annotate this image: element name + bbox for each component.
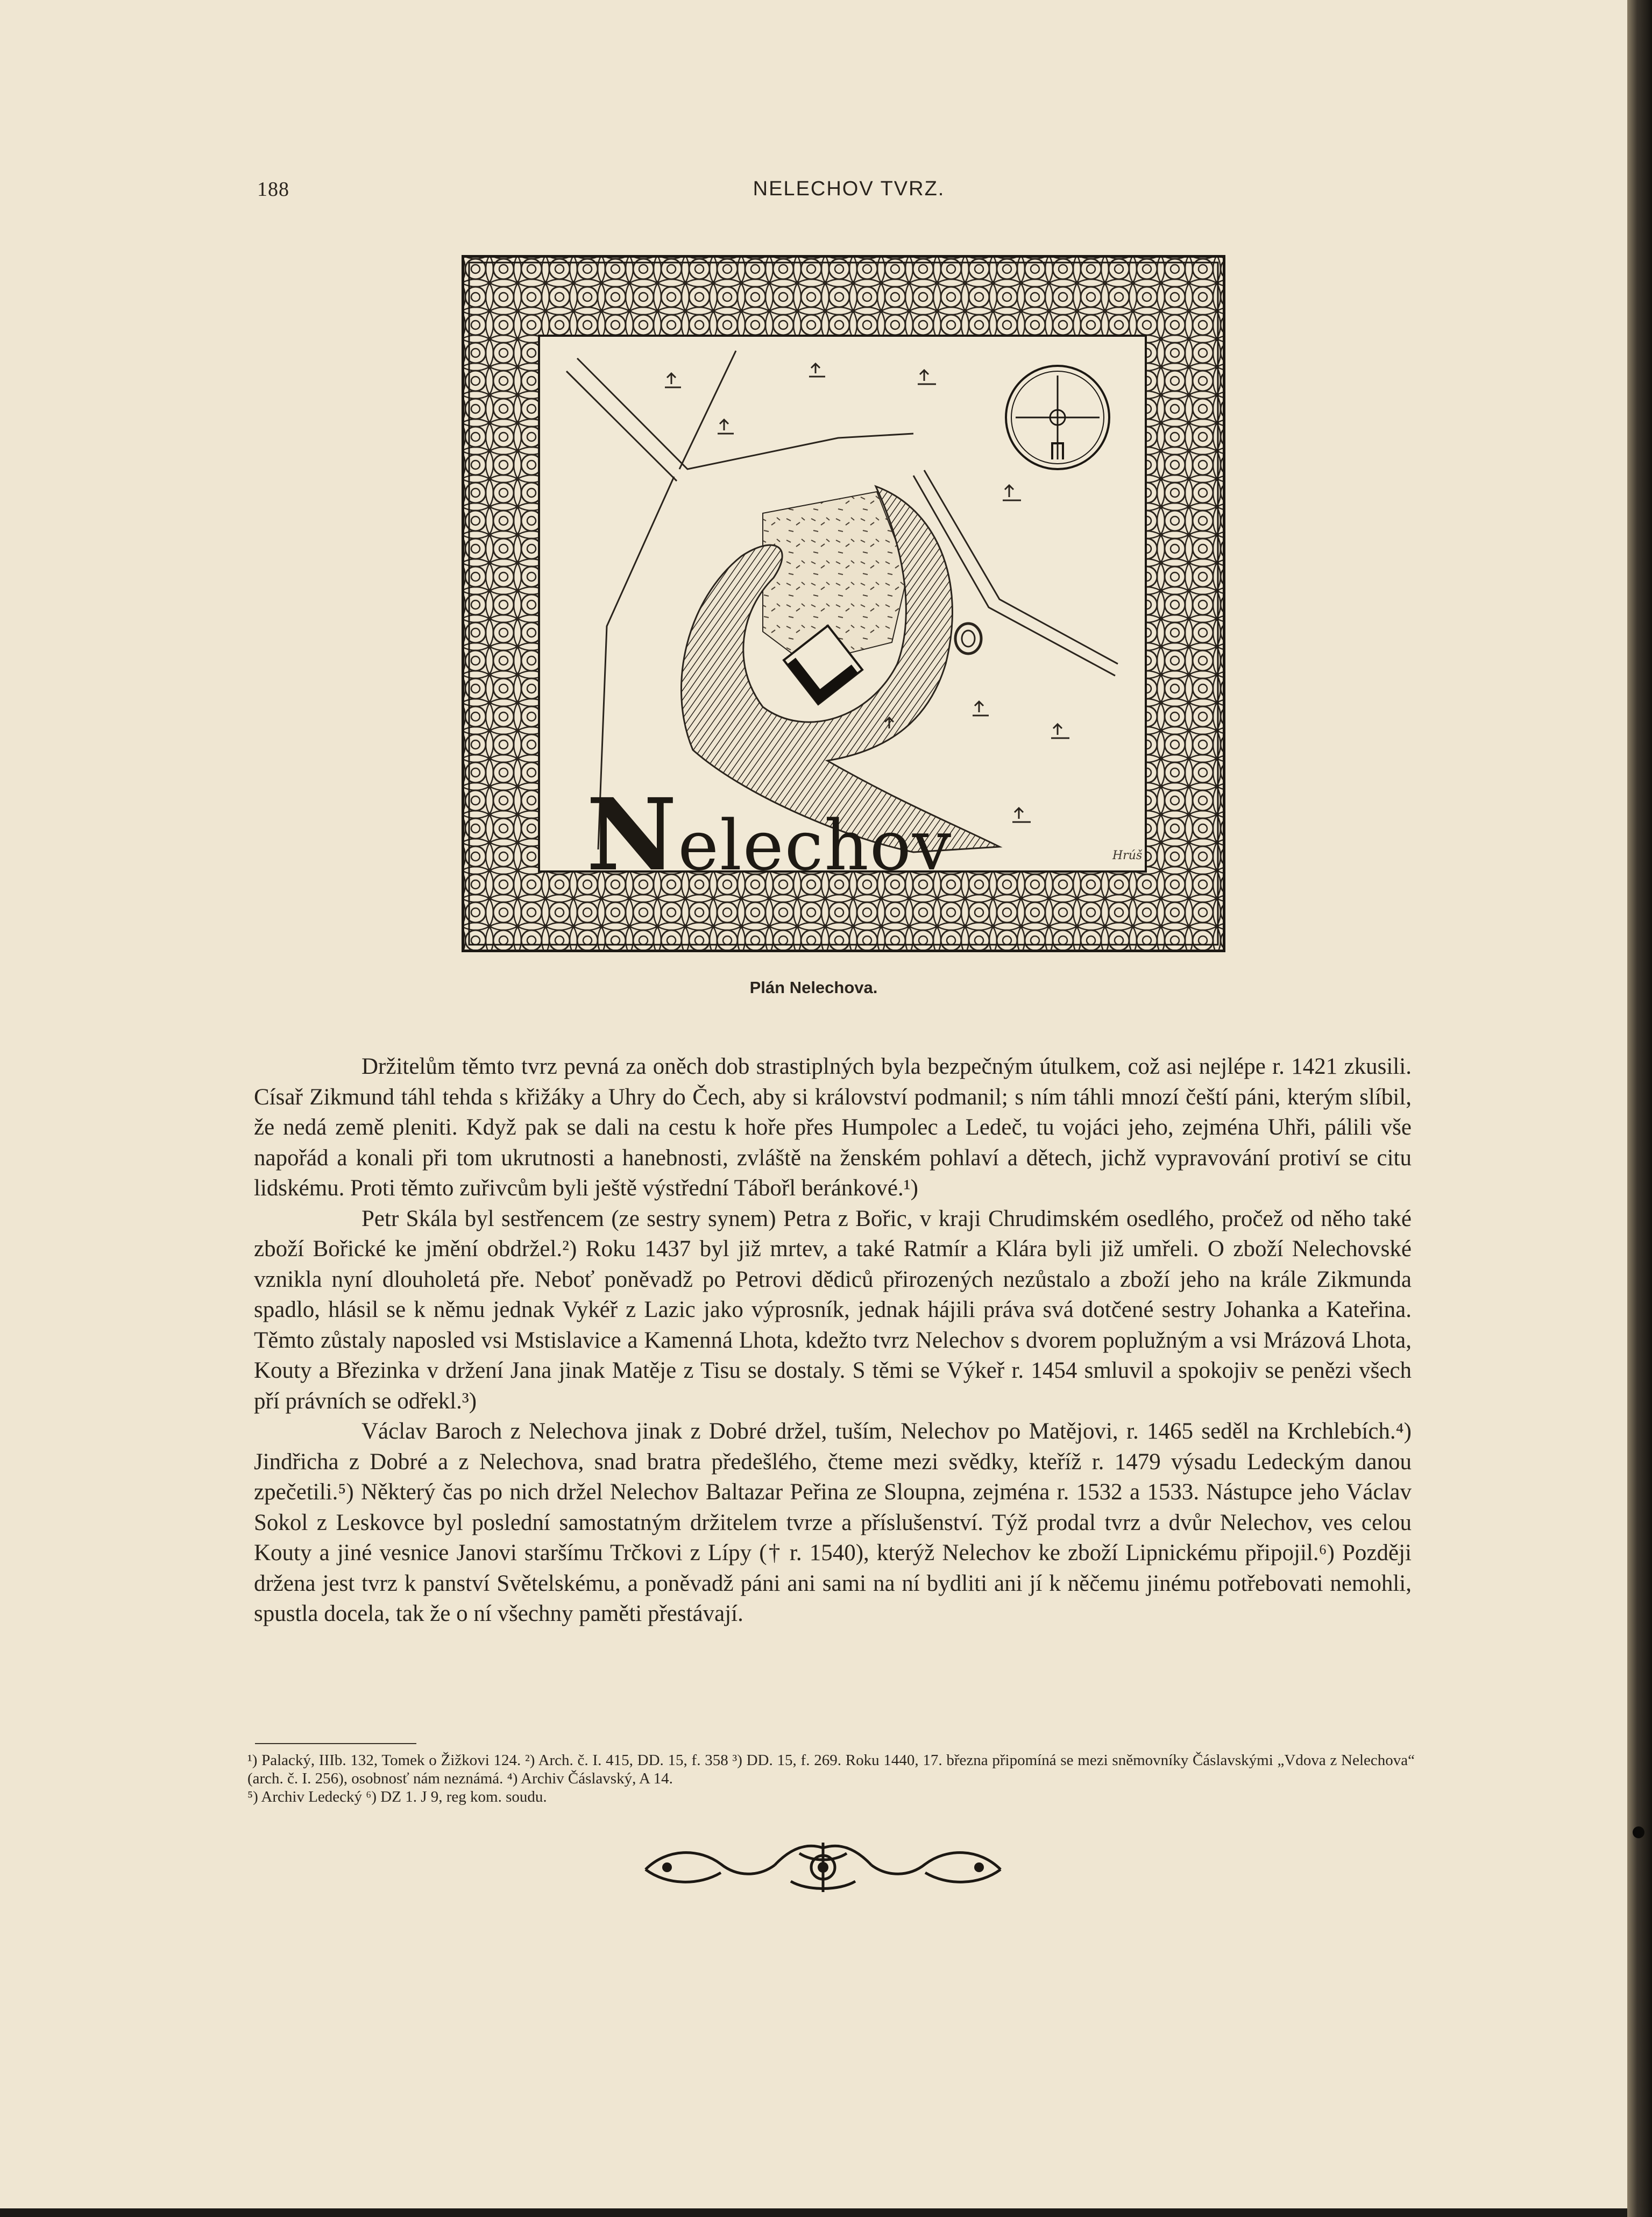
- map-label-initial: N: [586, 777, 678, 893]
- map-place-label: [586, 777, 953, 893]
- paragraph: Petr Skála byl sestřencem (ze sestry synem) Petra z Bořic, v kraji Chrudimském osedlého, pročež od něho také zboží Bořické ke jmění obdržel.²) Roku 1437 byl již mrtev, a také Ratmír a Klára byli již umřeli. O zboží Nelechovské vznikla nyní dlouholetá pře. Neboť poněvadž po Petrovi dědiců přirozených nezůstalo a zboží jeho na krále Zikmunda spadlo, hlásil se k němu jednak Vykéř z Lazic jako výprosník, jednak hájili práva svá dotčené sestry Johanka a Kateřina. Těmto zůstaly naposled vsi Mstislavice a Kamenná Lhota, kdežto tvrz Nelechov s dvorem poplužným a vsi Mrázová Lhota, Kouty a Březinka v držení Jana jinak Matěje z Tisu se dostaly. S těmi se Výkeř r. 1454 smluvil a spokojiv se penězi všech pří právních se odřekl.³): [254, 1206, 1412, 1414]
- footnote-line: ⁵) Archiv Ledecký ⁶) DZ 1. J 9, reg kom. soudu.: [247, 1788, 547, 1805]
- footnotes: [247, 1751, 1415, 1806]
- footnote-rule: [255, 1743, 416, 1744]
- footnote-line: ¹) Palacký, IIIb. 132, Tomek o Žižkovi 124. ²) Arch. č. I. 415, DD. 15, f. 358 ³) DD. 15, f. 269. Roku 1440, 17. března připomíná se mezi sněmovníky Čáslavskými „Vdova z Nelechova“ (arch. č. I. 256), osobnosť nám neznámá. ⁴) Archiv Čáslavský, A 14.: [247, 1752, 1415, 1787]
- compass-rose-icon: [1006, 366, 1109, 469]
- body-text: [254, 1052, 1412, 1630]
- figure-caption: Plán Nelechova.: [749, 978, 878, 997]
- paragraph: Václav Baroch z Nelechova jinak z Dobré držel, tuším, Nelechov po Matějovi, r. 1465 seděl na Krchlebích.⁴) Jindřicha z Dobré a z Nelechova, snad bratra předešlého, čteme mezi svědky, kteříž r. 1479 výsadu Ledeckým danou zpečetili.⁵) Některý čas po nich držel Nelechov Baltazar Peřina ze Sloupna, zejména r. 1532 a 1533. Nástupce jeho Václav Sokol z Leskovce byl poslední samostatným držitelem tvrze a příslušenství. Týž prodal tvrz a dvůr Nelechov, ves celou Kouty a jiné vesnice Janovi staršímu Trčkovi z Lípy († r. 1540), kterýž Nelechov ke zboží Lipnickému připojil.⁶) Později držena jest tvrz k panství Světelskému, a poněvadž páni ani sami na ní bydliti ani jí k něčemu jinému potřebovati nemohli, spustla docela, tak že o ní všechny paměti přestávají.: [254, 1419, 1412, 1626]
- book-edge: [1627, 0, 1652, 2217]
- artist-signature: Hrúš: [1112, 849, 1143, 862]
- running-head: [257, 178, 1441, 210]
- paragraph: Držitelům těmto tvrz pevná za oněch dob strastiplných byla bezpečným útulkem, což asi nejlépe r. 1421 zkusili. Císař Zikmund táhl tehda s křižáky a Uhry do Čech, aby si království podmanil; s ním táhli mnozí čeští páni, kterým slíbil, že nedá země pleniti. Když pak se dali na cestu k hoře přes Humpolec a Ledeč, tu vojáci jeho, zejména Uhři, pálili vše napořád a konali při tom ukrutnosti a hanebnosti, zvláště na ženském pohlaví a dětech, jichž vypravování protiví se citu lidskému. Proti těmto zuřivcům byli ještě výstřední Tábořl beránkové.¹): [254, 1054, 1412, 1201]
- map-label-rest: elechov: [678, 806, 953, 886]
- chapter-title: NELECHOV TVRZ.: [753, 178, 945, 200]
- page-number: 188: [257, 178, 289, 201]
- tailpiece-ornament-icon: [635, 1832, 1011, 1902]
- edge-mark: [1633, 1826, 1644, 1838]
